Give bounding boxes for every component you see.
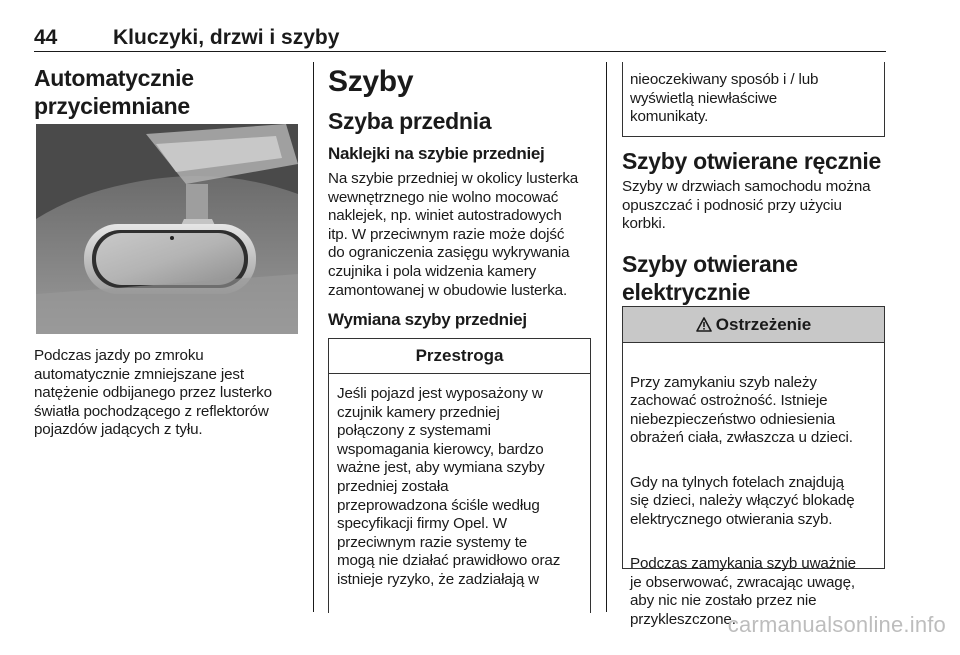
windscreen-stickers-text: Na szybie przedniej w okolicy lusterka wewnętrznego nie wolno mocować naklejek, np. winiet autostradowych itp. W przeciwnym razie może dojść do ograniczenia zasięgu wykrywania czujnika i pola widzenia kamery zamontowanej w obudowie lusterka.: [328, 170, 579, 299]
page-number: 44: [34, 26, 58, 49]
heading-windscreen-replacement: Wymiana szyby przedniej: [328, 310, 527, 329]
subheading-windscreen: Szyba przednia: [328, 108, 492, 134]
auto-dimming-text: Podczas jazdy po zmroku automatycznie zmniejszane jest natężenie odbijanego przez lusterko światła pochodzącego z reflektorów pojazdów jadących z tyłu.: [34, 347, 272, 439]
heading-power-windows: Szyby otwierane elektrycznie: [622, 251, 798, 305]
caution-box: [328, 338, 591, 613]
mirror-illustration: [36, 124, 298, 334]
warning-box-header: [623, 307, 884, 343]
warning-box-title: Ostrzeżenie: [715, 315, 812, 334]
warning-box: [622, 306, 885, 628]
column-divider-1: [313, 62, 314, 612]
header-rule: [34, 51, 886, 52]
heading-manual-windows: Szyby otwierane ręcznie: [622, 148, 881, 174]
manual-windows-text: Szyby w drzwiach samochodu można opuszczać i podnosić przy użyciu korbki.: [622, 178, 871, 233]
warning-box-body: [623, 343, 884, 655]
watermark: carmanualsonline.info: [727, 612, 946, 637]
caution-box-title: Przestroga: [329, 339, 590, 374]
column-divider-2: [606, 62, 607, 612]
caution-box-text: Jeśli pojazd jest wyposażony w czujnik kamery przedniej połączony z systemami wspomagania kierowcy, bardzo ważne jest, aby wymiana szyby przedniej została przeprowadzona ściśle według specyfikacji firmy Opel. W przeciwnym razie systemy te mogą nie działać prawidłowo oraz istnieje ryzyko, że zadziałają w: [337, 385, 561, 588]
caution-continued-text: nieoczekiwany sposób i / lub wyświetlą niewłaściwe komunikaty.: [630, 71, 819, 126]
chapter-title: Kluczyki, drzwi i szyby: [113, 26, 340, 49]
warning-paragraph-2: Gdy na tylnych fotelach znajdują się dzieci, należy włączyć blokadę elektrycznego otwierania szyb.: [630, 473, 855, 528]
section-heading-windows: Szyby: [328, 65, 414, 98]
section-heading-auto-dimming: Automatycznie przyciemniane: [34, 65, 194, 119]
caution-box-continued: [622, 62, 885, 137]
rearview-mirror-photo: [36, 124, 298, 334]
heading-windscreen-stickers: Naklejki na szybie przedniej: [328, 144, 545, 163]
warning-paragraph-3: Podczas zamykania szyb uważnie je obserwować, zwracając uwagę, aby nic nie zostało przez nie przykleszczone.: [630, 554, 856, 628]
warning-triangle-icon: [696, 317, 712, 332]
warning-paragraph-1: Przy zamykaniu szyb należy zachować ostrożność. Istnieje niebezpieczeństwo odniesienia obrażeń ciała, zwłaszcza u dzieci.: [630, 373, 853, 447]
